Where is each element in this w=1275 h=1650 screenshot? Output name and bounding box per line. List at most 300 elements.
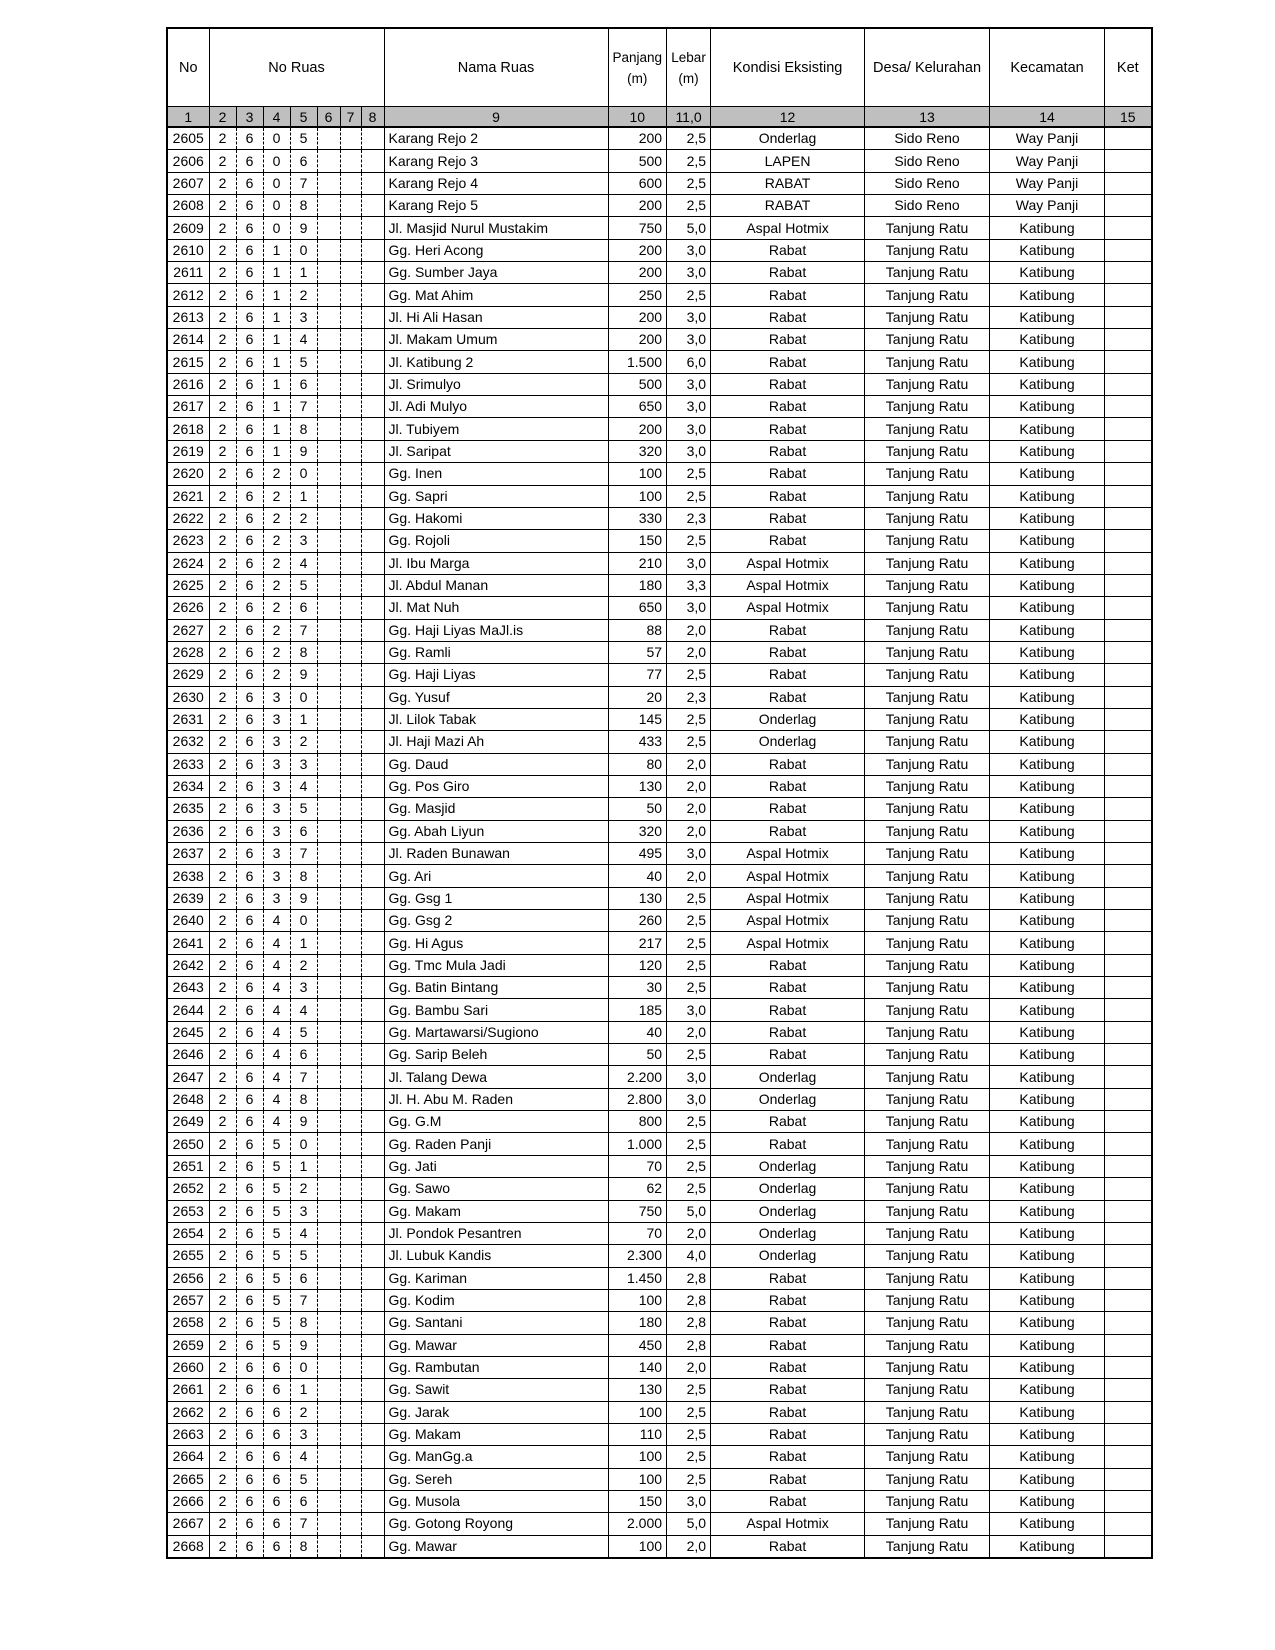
row-number: 2653	[167, 1200, 209, 1222]
road-name: Gg. Gsg 2	[384, 910, 608, 932]
village: Tanjung Ratu	[865, 1021, 990, 1043]
ruas-digit	[317, 507, 340, 529]
road-width: 2,5	[667, 1155, 711, 1177]
ruas-digit	[361, 1289, 384, 1311]
ruas-digit	[361, 329, 384, 351]
remark	[1105, 485, 1152, 507]
ruas-digit	[317, 1044, 340, 1066]
road-name: Gg. Makam	[384, 1200, 608, 1222]
table-row	[167, 262, 1152, 284]
ruas-digit	[340, 708, 361, 730]
road-condition: Onderlag	[711, 1222, 865, 1244]
ruas-digit	[340, 954, 361, 976]
road-name: Gg. Gotong Royong	[384, 1513, 608, 1535]
district: Katibung	[990, 1334, 1105, 1356]
road-width: 2,5	[667, 977, 711, 999]
road-width: 2,0	[667, 753, 711, 775]
row-number: 2663	[167, 1423, 209, 1445]
column-number: 12	[711, 107, 865, 128]
road-name: Gg. Hakomi	[384, 507, 608, 529]
ruas-digit: 6	[236, 530, 263, 552]
ruas-digit	[361, 1334, 384, 1356]
ruas-digit: 0	[290, 686, 317, 708]
ruas-digit	[361, 306, 384, 328]
ruas-digit	[361, 1111, 384, 1133]
ruas-digit: 2	[209, 775, 236, 797]
district: Katibung	[990, 440, 1105, 462]
ruas-digit: 6	[236, 1468, 263, 1490]
ruas-digit	[361, 262, 384, 284]
remark	[1105, 1446, 1152, 1468]
ruas-digit: 6	[290, 1490, 317, 1512]
road-length: 62	[608, 1178, 667, 1200]
remark	[1105, 708, 1152, 730]
ruas-digit	[361, 1155, 384, 1177]
ruas-digit	[340, 1267, 361, 1289]
ruas-digit: 2	[209, 1468, 236, 1490]
road-length: 2.800	[608, 1088, 667, 1110]
row-number: 2660	[167, 1356, 209, 1378]
road-condition: Rabat	[711, 440, 865, 462]
village: Tanjung Ratu	[865, 1423, 990, 1445]
road-length: 2.300	[608, 1245, 667, 1267]
ruas-digit: 6	[263, 1535, 290, 1558]
remark	[1105, 1289, 1152, 1311]
ruas-digit	[340, 262, 361, 284]
ruas-digit: 1	[290, 262, 317, 284]
ruas-digit: 2	[209, 664, 236, 686]
ruas-digit: 8	[290, 1088, 317, 1110]
district: Katibung	[990, 1021, 1105, 1043]
remark	[1105, 910, 1152, 932]
row-number: 2664	[167, 1446, 209, 1468]
ruas-digit: 2	[209, 708, 236, 730]
road-name: Jl. Ibu Marga	[384, 552, 608, 574]
ruas-digit: 6	[236, 373, 263, 395]
ruas-digit	[340, 731, 361, 753]
table-row	[167, 329, 1152, 351]
table-row	[167, 172, 1152, 194]
ruas-digit: 2	[209, 239, 236, 261]
village: Tanjung Ratu	[865, 820, 990, 842]
remark	[1105, 1245, 1152, 1267]
ruas-digit: 0	[290, 1133, 317, 1155]
ruas-digit	[317, 999, 340, 1021]
table-row	[167, 1044, 1152, 1066]
ruas-digit: 5	[263, 1133, 290, 1155]
header-lebar	[667, 28, 711, 107]
ruas-digit: 3	[263, 731, 290, 753]
ruas-digit	[361, 150, 384, 172]
ruas-digit	[317, 775, 340, 797]
district: Katibung	[990, 619, 1105, 641]
column-number: 5	[290, 107, 317, 128]
remark	[1105, 775, 1152, 797]
ruas-digit: 6	[236, 1334, 263, 1356]
table-row	[167, 195, 1152, 217]
ruas-digit: 6	[236, 731, 263, 753]
village: Tanjung Ratu	[865, 686, 990, 708]
remark	[1105, 329, 1152, 351]
column-number: 2	[209, 107, 236, 128]
row-number: 2613	[167, 306, 209, 328]
table-row	[167, 1155, 1152, 1177]
district: Katibung	[990, 1066, 1105, 1088]
remark	[1105, 1334, 1152, 1356]
road-name: Gg. Gsg 1	[384, 887, 608, 909]
ruas-digit	[340, 1088, 361, 1110]
ruas-digit: 6	[236, 1222, 263, 1244]
ruas-digit: 6	[236, 239, 263, 261]
ruas-digit	[340, 150, 361, 172]
remark	[1105, 664, 1152, 686]
ruas-digit: 1	[290, 1379, 317, 1401]
row-number: 2628	[167, 641, 209, 663]
road-condition: Rabat	[711, 1379, 865, 1401]
village: Sido Reno	[865, 195, 990, 217]
ruas-digit: 4	[263, 932, 290, 954]
ruas-digit	[340, 1446, 361, 1468]
remark	[1105, 351, 1152, 373]
road-length: 100	[608, 1401, 667, 1423]
ruas-digit: 6	[236, 775, 263, 797]
ruas-digit: 6	[236, 127, 263, 150]
table-row	[167, 485, 1152, 507]
ruas-digit: 2	[263, 641, 290, 663]
village: Sido Reno	[865, 150, 990, 172]
road-condition: Rabat	[711, 396, 865, 418]
remark	[1105, 1222, 1152, 1244]
district: Katibung	[990, 1200, 1105, 1222]
road-name: Jl. Tubiyem	[384, 418, 608, 440]
road-name: Gg. Mawar	[384, 1535, 608, 1558]
ruas-digit	[361, 195, 384, 217]
road-name: Gg. Sumber Jaya	[384, 262, 608, 284]
ruas-digit	[361, 731, 384, 753]
ruas-digit: 2	[263, 597, 290, 619]
ruas-digit: 6	[236, 597, 263, 619]
header-nama-ruas: Nama Ruas	[384, 28, 608, 107]
district: Katibung	[990, 284, 1105, 306]
row-number: 2658	[167, 1312, 209, 1334]
header-ket: Ket	[1105, 28, 1152, 107]
ruas-digit	[317, 485, 340, 507]
road-name: Gg. Rojoli	[384, 530, 608, 552]
road-condition: Onderlag	[711, 1088, 865, 1110]
district: Katibung	[990, 373, 1105, 395]
road-condition: Aspal Hotmix	[711, 597, 865, 619]
ruas-digit	[317, 865, 340, 887]
road-condition: Rabat	[711, 1312, 865, 1334]
ruas-digit: 8	[290, 641, 317, 663]
remark	[1105, 1468, 1152, 1490]
ruas-digit	[361, 798, 384, 820]
road-width: 4,0	[667, 1245, 711, 1267]
district: Katibung	[990, 463, 1105, 485]
ruas-digit: 6	[236, 932, 263, 954]
road-width: 2,5	[667, 1379, 711, 1401]
ruas-digit: 6	[236, 686, 263, 708]
ruas-digit: 2	[209, 1245, 236, 1267]
road-name: Jl. Lilok Tabak	[384, 708, 608, 730]
district: Katibung	[990, 1356, 1105, 1378]
ruas-digit	[317, 329, 340, 351]
district: Katibung	[990, 1446, 1105, 1468]
remark	[1105, 865, 1152, 887]
road-width: 3,0	[667, 239, 711, 261]
table-row	[167, 1222, 1152, 1244]
ruas-digit: 6	[236, 1066, 263, 1088]
remark	[1105, 239, 1152, 261]
road-condition: Rabat	[711, 1334, 865, 1356]
ruas-digit	[317, 306, 340, 328]
remark	[1105, 127, 1152, 150]
ruas-digit: 0	[263, 195, 290, 217]
ruas-digit: 4	[263, 977, 290, 999]
road-width: 2,0	[667, 865, 711, 887]
ruas-digit: 6	[263, 1379, 290, 1401]
village: Tanjung Ratu	[865, 999, 990, 1021]
row-number: 2625	[167, 574, 209, 596]
district: Katibung	[990, 396, 1105, 418]
ruas-digit: 6	[236, 1155, 263, 1177]
district: Katibung	[990, 418, 1105, 440]
road-name: Gg. Batin Bintang	[384, 977, 608, 999]
ruas-digit	[361, 485, 384, 507]
road-name: Gg. Raden Panji	[384, 1133, 608, 1155]
road-name: Gg. Makam	[384, 1423, 608, 1445]
road-name: Gg. Sereh	[384, 1468, 608, 1490]
ruas-digit: 0	[263, 172, 290, 194]
road-condition: Rabat	[711, 418, 865, 440]
remark	[1105, 1267, 1152, 1289]
road-width: 5,0	[667, 217, 711, 239]
road-length: 30	[608, 977, 667, 999]
ruas-digit: 6	[290, 1044, 317, 1066]
road-width: 3,0	[667, 329, 711, 351]
ruas-digit	[317, 239, 340, 261]
road-name: Jl. Raden Bunawan	[384, 843, 608, 865]
ruas-digit: 6	[236, 820, 263, 842]
ruas-digit: 2	[209, 1289, 236, 1311]
road-width: 3,0	[667, 373, 711, 395]
ruas-digit: 2	[209, 1267, 236, 1289]
row-number: 2610	[167, 239, 209, 261]
row-number: 2647	[167, 1066, 209, 1088]
row-number: 2659	[167, 1334, 209, 1356]
ruas-digit: 0	[290, 910, 317, 932]
road-width: 2,0	[667, 1356, 711, 1378]
table-row	[167, 910, 1152, 932]
road-name: Karang Rejo 2	[384, 127, 608, 150]
ruas-digit: 2	[209, 418, 236, 440]
ruas-digit: 2	[209, 127, 236, 150]
ruas-digit: 4	[290, 329, 317, 351]
road-width: 2,5	[667, 195, 711, 217]
ruas-digit: 1	[263, 440, 290, 462]
road-condition: Onderlag	[711, 1245, 865, 1267]
ruas-digit	[340, 1245, 361, 1267]
ruas-digit	[361, 887, 384, 909]
ruas-digit: 2	[263, 507, 290, 529]
district: Katibung	[990, 217, 1105, 239]
district: Katibung	[990, 262, 1105, 284]
village: Tanjung Ratu	[865, 284, 990, 306]
road-name: Jl. Haji Mazi Ah	[384, 731, 608, 753]
village: Tanjung Ratu	[865, 731, 990, 753]
table-row	[167, 1379, 1152, 1401]
table-row	[167, 865, 1152, 887]
village: Tanjung Ratu	[865, 954, 990, 976]
table-row	[167, 597, 1152, 619]
ruas-digit	[361, 1088, 384, 1110]
ruas-digit	[340, 306, 361, 328]
road-name: Gg. Kariman	[384, 1267, 608, 1289]
table-row	[167, 843, 1152, 865]
ruas-digit	[340, 485, 361, 507]
road-length: 217	[608, 932, 667, 954]
ruas-digit: 2	[209, 1133, 236, 1155]
road-length: 40	[608, 865, 667, 887]
ruas-digit	[340, 1044, 361, 1066]
ruas-digit: 6	[236, 641, 263, 663]
ruas-digit	[361, 597, 384, 619]
ruas-digit	[361, 999, 384, 1021]
ruas-digit	[340, 463, 361, 485]
ruas-digit: 6	[236, 284, 263, 306]
ruas-digit	[340, 887, 361, 909]
ruas-digit	[317, 932, 340, 954]
row-number: 2623	[167, 530, 209, 552]
road-condition: Aspal Hotmix	[711, 887, 865, 909]
ruas-digit	[361, 418, 384, 440]
ruas-digit	[340, 932, 361, 954]
road-condition: Rabat	[711, 954, 865, 976]
village: Tanjung Ratu	[865, 507, 990, 529]
ruas-digit: 6	[236, 999, 263, 1021]
ruas-digit: 6	[236, 1423, 263, 1445]
ruas-digit: 3	[263, 686, 290, 708]
remark	[1105, 1200, 1152, 1222]
table-row	[167, 1401, 1152, 1423]
road-name: Gg. Ramli	[384, 641, 608, 663]
ruas-digit: 2	[290, 1178, 317, 1200]
road-name: Jl. Masjid Nurul Mustakim	[384, 217, 608, 239]
ruas-digit: 6	[236, 329, 263, 351]
road-length: 150	[608, 1490, 667, 1512]
ruas-digit: 6	[236, 910, 263, 932]
road-length: 50	[608, 1044, 667, 1066]
road-condition: Onderlag	[711, 127, 865, 150]
road-condition: Rabat	[711, 239, 865, 261]
ruas-digit: 3	[290, 977, 317, 999]
ruas-digit	[340, 1334, 361, 1356]
ruas-digit	[361, 1513, 384, 1535]
ruas-digit	[317, 597, 340, 619]
village: Tanjung Ratu	[865, 1245, 990, 1267]
table-row	[167, 1088, 1152, 1110]
ruas-digit: 5	[290, 798, 317, 820]
village: Tanjung Ratu	[865, 1446, 990, 1468]
road-width: 2,5	[667, 127, 711, 150]
road-length: 100	[608, 1446, 667, 1468]
district: Katibung	[990, 1111, 1105, 1133]
header-no-ruas: No Ruas	[209, 28, 384, 107]
ruas-digit	[340, 910, 361, 932]
remark	[1105, 396, 1152, 418]
ruas-digit: 2	[263, 463, 290, 485]
column-number-row	[167, 107, 1152, 128]
row-number: 2621	[167, 485, 209, 507]
road-length: 40	[608, 1021, 667, 1043]
road-condition: Rabat	[711, 1111, 865, 1133]
district: Katibung	[990, 731, 1105, 753]
road-name: Jl. Hi Ali Hasan	[384, 306, 608, 328]
ruas-digit: 0	[290, 463, 317, 485]
ruas-digit: 1	[263, 306, 290, 328]
ruas-digit	[317, 887, 340, 909]
ruas-digit	[340, 552, 361, 574]
ruas-digit	[317, 1468, 340, 1490]
road-name: Gg. Yusuf	[384, 686, 608, 708]
ruas-digit	[361, 664, 384, 686]
road-condition: Rabat	[711, 999, 865, 1021]
road-width: 3,0	[667, 440, 711, 462]
ruas-digit: 2	[209, 463, 236, 485]
road-length: 77	[608, 664, 667, 686]
road-condition: Aspal Hotmix	[711, 843, 865, 865]
ruas-digit: 7	[290, 1513, 317, 1535]
ruas-digit	[317, 1423, 340, 1445]
row-number: 2620	[167, 463, 209, 485]
village: Tanjung Ratu	[865, 1513, 990, 1535]
remark	[1105, 977, 1152, 999]
district: Katibung	[990, 1379, 1105, 1401]
ruas-digit	[317, 1245, 340, 1267]
ruas-digit: 5	[263, 1312, 290, 1334]
column-number: 8	[361, 107, 384, 128]
table-row	[167, 977, 1152, 999]
ruas-digit: 2	[209, 798, 236, 820]
row-number: 2619	[167, 440, 209, 462]
road-length: 120	[608, 954, 667, 976]
table-row	[167, 1021, 1152, 1043]
ruas-digit: 7	[290, 172, 317, 194]
table-row	[167, 1334, 1152, 1356]
road-name: Gg. Mat Ahim	[384, 284, 608, 306]
road-condition: Rabat	[711, 1133, 865, 1155]
ruas-digit: 2	[209, 1401, 236, 1423]
road-width: 2,5	[667, 1111, 711, 1133]
ruas-digit	[317, 1111, 340, 1133]
ruas-digit	[361, 1200, 384, 1222]
ruas-digit	[340, 1356, 361, 1378]
ruas-digit	[361, 1245, 384, 1267]
ruas-digit: 6	[236, 977, 263, 999]
road-name: Gg. ManGg.a	[384, 1446, 608, 1468]
ruas-digit: 2	[209, 530, 236, 552]
ruas-digit: 2	[209, 753, 236, 775]
remark	[1105, 597, 1152, 619]
ruas-digit	[361, 217, 384, 239]
ruas-digit: 0	[263, 150, 290, 172]
ruas-digit	[317, 1334, 340, 1356]
ruas-digit: 2	[209, 485, 236, 507]
district: Katibung	[990, 708, 1105, 730]
row-number: 2662	[167, 1401, 209, 1423]
ruas-digit	[340, 530, 361, 552]
ruas-digit: 6	[236, 440, 263, 462]
